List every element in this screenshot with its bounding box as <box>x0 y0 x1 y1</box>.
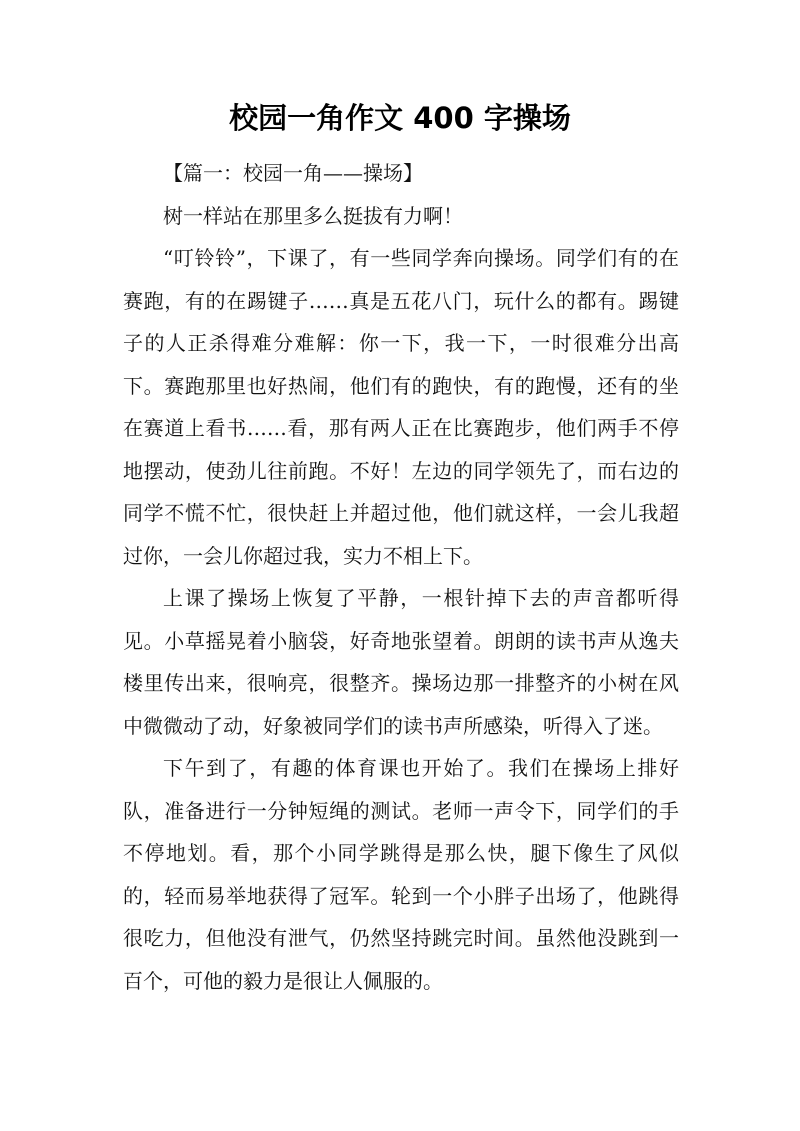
document-title: 校园一角作文 400 字操场 <box>229 101 571 135</box>
paragraph: “叮铃铃”，下课了，有一些同学奔向操场。同学们有的在赛跑，有的在踢键子……真是五花八门，玩什么的都有。踢键子的人正杀得难分难解：你一下，我一下，一时很难分出高下。赛跑那里也好热闹，他们有的跑快，有的跑慢，还有的坐在赛道上看书……看，那有两人正在比赛跑步，他们两手不停地摆动，使劲儿往前跑。不好！左边的同学领先了，而右边的同学不慌不忙，很快赶上并超过他，他们就这样，一会儿我超过你，一会儿你超过我，实力不相上下。 <box>123 246 679 568</box>
document-body <box>123 152 679 1002</box>
paragraph: 树一样站在那里多么挺拔有力啊！ <box>163 203 463 228</box>
paragraph: 上课了操场上恢复了平静，一根针掉下去的声音都听得见。小草摇晃着小脑袋，好奇地张望着。朗朗的读书声从逸夫楼里传出来，很响亮，很整齐。操场边那一排整齐的小树在风中微微动了动，好象被同学们的读书声所感染，听得入了迷。 <box>123 586 679 738</box>
paragraph: 下午到了，有趣的体育课也开始了。我们在操场上排好队，准备进行一分钟短绳的测试。老师一声令下，同学们的手不停地划。看，那个小同学跳得是那么快，腿下像生了风似的，轻而易举地获得了冠军。轮到一个小胖子出场了，他跳得很吃力，但他没有泄气，仍然坚持跳完时间。虽然他没跳到一百个，可他的毅力是很让人佩服的。 <box>123 756 679 993</box>
section-heading: 【篇一：校园一角——操场】 <box>163 161 423 185</box>
